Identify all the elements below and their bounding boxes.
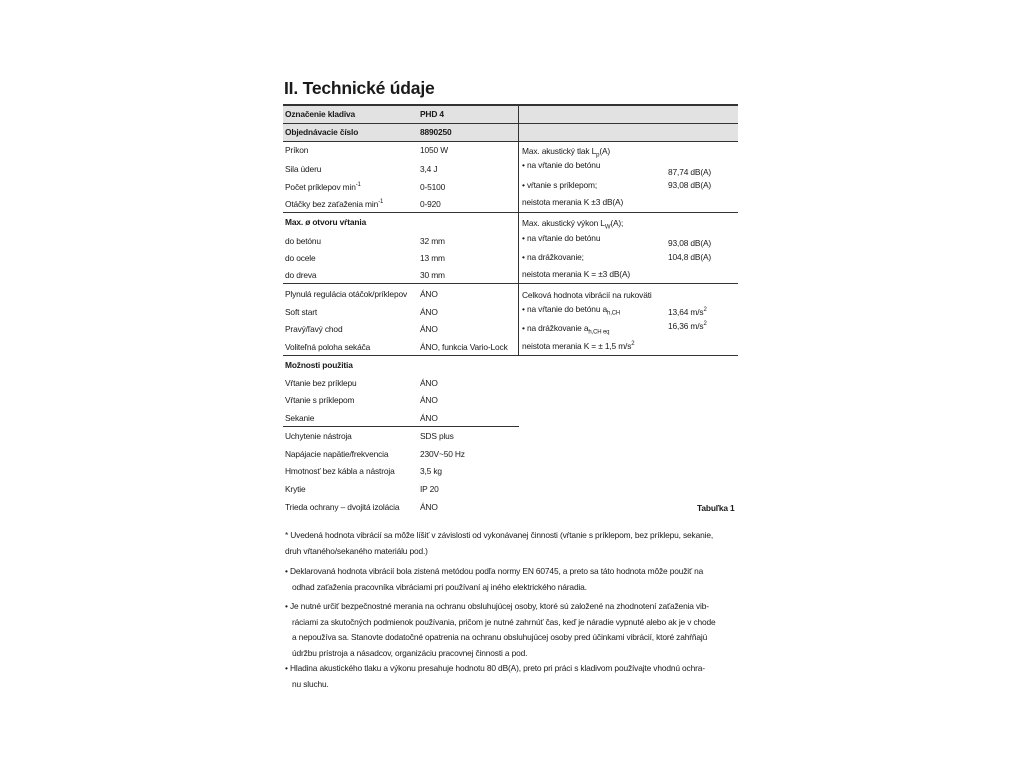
spec-value: 3,5 kg — [420, 466, 442, 476]
spec-value: SDS plus — [420, 431, 454, 441]
note-bullet-3 — [285, 661, 705, 692]
acoustic-power-item: • na drážkovanie; — [522, 252, 584, 262]
note-line: • Je nutné určiť bezpečnostné merania na ochranu obsluhujúcej osoby, ktoré sú založené na zhodnotení zaťaženia vib- — [285, 601, 709, 611]
table-rule — [283, 141, 738, 142]
spec-value: ÁNO — [420, 413, 438, 423]
note-line: druh vŕtaného/sekaného materiálu pod.) — [285, 545, 428, 556]
table-rule — [283, 283, 738, 284]
spec-value: ÁNO — [420, 395, 438, 405]
acoustic-pressure-title: Max. akustický tlak $L_p(A)$ — [522, 146, 611, 159]
vibration-uncertainty: neistota merania K = ± 1,5 $m/s^2$ — [522, 341, 635, 351]
spec-label: Uchytenie nástroja — [285, 431, 352, 441]
spec-label: Pravý/ľavý chod — [285, 324, 343, 334]
spec-value: ÁNO, funkcia Vario-Lock — [420, 342, 508, 352]
acoustic-pressure-item: • na vŕtanie do betónu — [522, 160, 601, 170]
spec-value: ÁNO — [420, 378, 438, 388]
acoustic-power-item: • na vŕtanie do betónu — [522, 233, 601, 243]
spec-label: Sekanie — [285, 413, 315, 423]
vibration-item: • na vŕtanie do betónu $a_{h,CH}$ — [522, 304, 621, 317]
spec-label: Počet príklepov $\min^{-1}$ — [285, 182, 361, 192]
spec-value: 1050 W — [420, 145, 448, 155]
spec-value: 30 mm — [420, 270, 445, 280]
note-line: * Uvedená hodnota vibrácií sa môže líšiť v závislosti od vykonávanej činnosti (vŕtanie s príklepom, bez príklepu, sekanie, — [285, 530, 714, 540]
table-rule — [283, 123, 738, 124]
spec-label: Otáčky bez zaťaženia $\min^{-1}$ — [285, 199, 384, 209]
table-rule — [283, 426, 519, 427]
spec-value: 0-920 — [420, 199, 441, 209]
acoustic-power-value: 93,08 dB(A) — [668, 238, 712, 248]
acoustic-pressure-uncertainty: neistota merania K ±3 dB(A) — [522, 197, 624, 207]
spec-value: IP 20 — [420, 484, 439, 494]
spec-value: 230V~50 Hz — [420, 449, 465, 459]
acoustic-power-uncertainty: neistota merania K = ±3 dB(A) — [522, 269, 631, 279]
spec-value: 0-5100 — [420, 182, 446, 192]
section-heading: Možnosti použitia — [285, 360, 353, 370]
spec-value: ÁNO — [420, 289, 438, 299]
order-number-label: Objednávacie číslo — [285, 127, 359, 137]
note-bullet-1 — [285, 564, 703, 595]
table-rule — [283, 212, 738, 213]
hammer-designation-label: Označenie kladiva — [285, 109, 356, 119]
acoustic-pressure-item: • vŕtanie s príklepom; — [522, 180, 598, 190]
vibration-value: 16,36 $m/s^2$ — [668, 321, 707, 331]
spec-label: Príkon — [285, 145, 309, 155]
spec-value: ÁNO — [420, 502, 438, 512]
table-rule — [283, 355, 738, 356]
section-heading: Max. ø otvoru vŕtania — [285, 217, 367, 227]
spec-label: Krytie — [285, 484, 306, 494]
column-divider — [518, 105, 519, 355]
spec-label: Soft start — [285, 307, 318, 317]
spec-label: do betónu — [285, 236, 321, 246]
spec-label: Vŕtanie s príklepom — [285, 395, 355, 405]
acoustic-power-title: Max. akustický výkon $L_W(A)$; — [522, 218, 624, 231]
spec-label: Hmotnosť bez kábla a nástroja — [285, 466, 395, 476]
spec-label: Sila úderu — [285, 164, 322, 174]
note-line: • Hladina akustického tlaku a výkonu presahuje hodnotu 80 dB(A), preto pri práci s kladivom používajte vhodnú ochra- — [285, 663, 705, 673]
note-line: a nepoužíva sa. Stanovte dodatočné opatrenia na ochranu obsluhujúcej osoby pred účinkami vibrácií, ktoré zahŕňajú — [292, 632, 708, 642]
spec-label: do dreva — [285, 270, 317, 280]
acoustic-power-value: 104,8 dB(A) — [668, 252, 712, 262]
note-bullet-2 — [285, 599, 716, 661]
vibration-title: Celková hodnota vibrácií na rukoväti — [522, 290, 652, 300]
note-line: • Deklarovaná hodnota vibrácií bola zistená metódou podľa normy EN 60745, a preto sa táto hodnota môže použiť na — [285, 566, 704, 576]
acoustic-pressure-value: 87,74 dB(A) — [668, 167, 712, 177]
spec-label: Plynulá regulácia otáčok/príklepov — [285, 289, 407, 299]
note-line: odhad zaťaženia pracovníka vibráciami pri používaní aj iného elektrického náradia. — [292, 581, 587, 592]
hammer-designation-value: PHD 4 — [420, 109, 444, 119]
spec-value: ÁNO — [420, 307, 438, 317]
spec-value: 32 mm — [420, 236, 445, 246]
note-line: údržbu prístroja a násadcov, organizáciu pracovnej činnosti a pod. — [292, 647, 528, 658]
note-line: nu sluchu. — [292, 678, 329, 689]
acoustic-pressure-value: 93,08 dB(A) — [668, 180, 712, 190]
spec-value: 3,4 J — [420, 164, 438, 174]
table-caption: Tabuľka 1 — [697, 503, 735, 513]
vibration-item: • na drážkovanie $a_{h,CH eq}$ — [522, 323, 610, 336]
table-top-rule — [283, 104, 738, 106]
note-asterisk — [285, 528, 713, 559]
page-title: II. Technické údaje — [284, 78, 435, 98]
vibration-value: 13,64 $m/s^2$ — [668, 307, 707, 317]
note-line: ráciami za skutočných podmienok používania, pričom je nutné zahrnúť čas, keď je náradie vypnuté alebo ak je v chode — [292, 616, 716, 627]
spec-value: ÁNO — [420, 324, 438, 334]
spec-label: do ocele — [285, 253, 316, 263]
spec-label: Napájacie napätie/frekvencia — [285, 449, 389, 459]
spec-value: 13 mm — [420, 253, 445, 263]
spec-label: Voliteľná poloha sekáča — [285, 342, 371, 352]
spec-label: Trieda ochrany – dvojitá izolácia — [285, 502, 400, 512]
order-number-value: 8890250 — [420, 127, 452, 137]
spec-label: Vŕtanie bez príklepu — [285, 378, 357, 388]
